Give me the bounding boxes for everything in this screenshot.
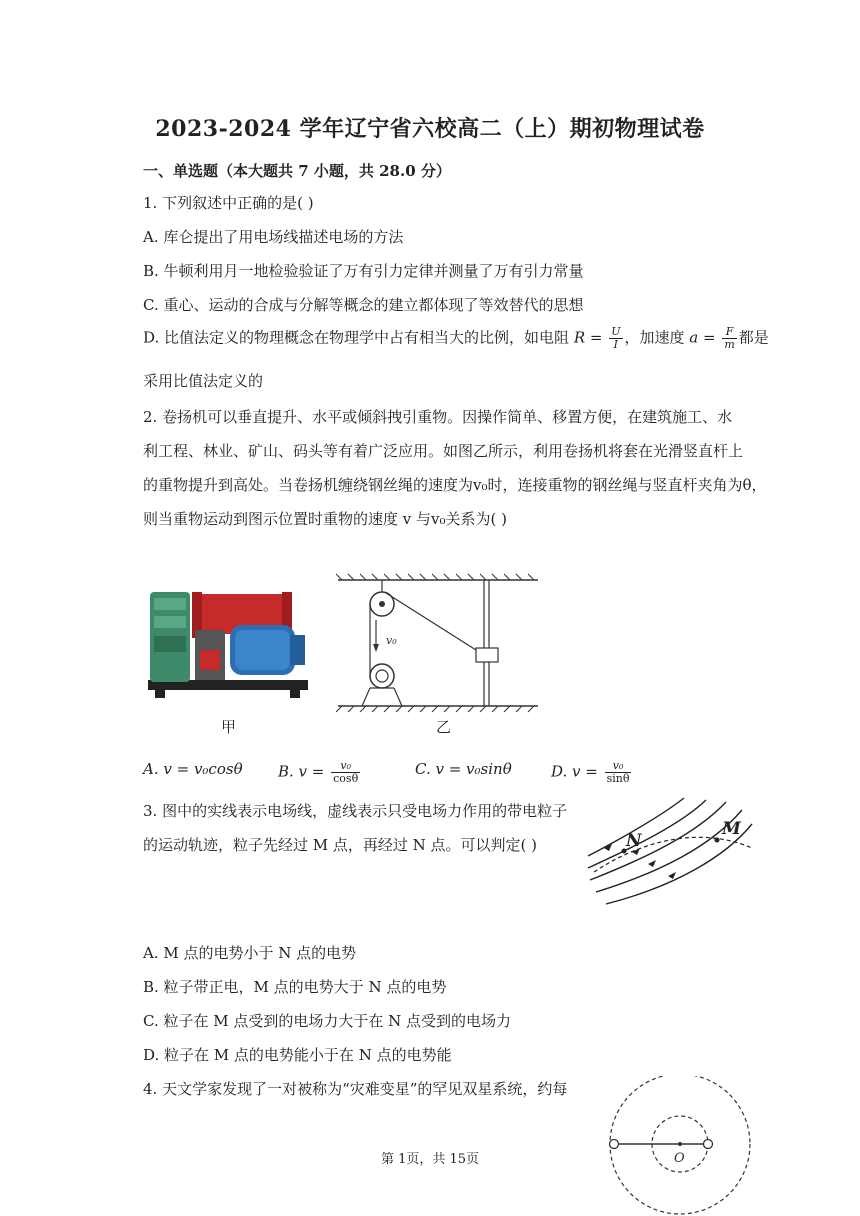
fraction-numerator: U: [611, 325, 621, 338]
question-2-option-a: A. v = v₀cosθ: [143, 760, 243, 778]
question-1-option-d: [143, 326, 769, 351]
option-d-text-2: ，加速度: [624, 328, 690, 347]
question-1-option-c: C. 重心、运动的合成与分解等概念的建立都体现了等效替代的思想: [143, 296, 584, 314]
question-3-line-1: 3. 图中的实线表示电场线，虚线表示只受电场力作用的带电粒子: [143, 802, 568, 820]
fraction-denominator: sinθ: [606, 772, 630, 785]
fraction-numerator: v₀: [605, 760, 632, 773]
pulley-diagram: [332, 572, 544, 714]
question-3-option-d: D. 粒子在 M 点的电势能小于在 N 点的电势能: [143, 1046, 452, 1064]
question-3-option-c: C. 粒子在 M 点受到的电场力大于在 N 点受到的电场力: [143, 1012, 512, 1030]
figure-label-jia: 甲: [221, 718, 237, 736]
point-m-label: M: [722, 819, 741, 839]
acceleration-formula: a =: [689, 328, 721, 347]
fraction-numerator: v₀: [331, 760, 360, 773]
resistance-formula: R =: [573, 328, 608, 347]
fraction-f-over-m: [722, 326, 736, 351]
option-d-text-3: 都是: [738, 328, 769, 347]
question-2-option-c: C. v = v₀sinθ: [415, 760, 512, 778]
question-2-option-b: [278, 760, 362, 785]
fraction-v0-over-sin: [605, 760, 632, 785]
question-2-line-3: 的重物提升到高处。当卷扬机缠绕钢丝绳的速度为v₀时，连接重物的钢丝绳与竖直杆夹角为θ，: [143, 476, 767, 494]
fraction-denominator: cosθ: [333, 772, 359, 785]
option-b-prefix: B. v =: [278, 762, 330, 781]
question-1-option-a: A. 库仑提出了用电场线描述电场的方法: [143, 228, 404, 246]
question-3-line-2: 的运动轨迹，粒子先经过 M 点，再经过 N 点。可以判定( ): [143, 836, 538, 854]
option-d-text-1: D. 比值法定义的物理概念在物理学中占有相当大的比例，如电阻: [143, 328, 574, 347]
question-2-line-1: 2. 卷扬机可以垂直提升、水平或倾斜拽引重物。因操作简单、移置方便，在建筑施工、水: [143, 408, 733, 426]
question-2-line-4: 则当重物运动到图示位置时重物的速度 v 与v₀关系为( ): [143, 510, 507, 528]
fraction-denominator: m: [724, 338, 735, 351]
section-heading: 一、单选题（本大题共 7 小题，共 28.0 分）: [143, 162, 451, 180]
question-2-line-2: 利工程、林业、矿山、码头等有着广泛应用。如图乙所示，利用卷扬机将套在光滑竖直杆上: [143, 442, 744, 460]
electric-field-diagram: [586, 796, 754, 908]
fraction-v0-over-cos: [331, 760, 360, 785]
fraction-numerator: F: [722, 326, 736, 339]
option-d-prefix: D. v =: [551, 762, 603, 781]
center-o-label: O: [674, 1151, 685, 1166]
page-title: 2023-2024 学年辽宁省六校高二（上）期初物理试卷: [155, 116, 705, 142]
question-1-option-d-cont: 采用比值法定义的: [143, 372, 264, 390]
question-1-stem: 1. 下列叙述中正确的是( ): [143, 194, 314, 212]
binary-star-orbit-diagram: [604, 1076, 760, 1216]
question-3-option-b: B. 粒子带正电，M 点的电势大于 N 点的电势: [143, 978, 447, 996]
velocity-label: v₀: [386, 634, 397, 647]
question-4-line-1: 4. 天文学家发现了一对被称为“灾难变星”的罕见双星系统，约每: [143, 1080, 568, 1098]
fraction-u-over-i: [609, 326, 622, 351]
page-footer: 第 1页，共 15页: [380, 1152, 480, 1167]
point-n-label: N: [626, 831, 642, 851]
winch-machine-image: [140, 580, 320, 710]
question-1-option-b: B. 牛顿利用月一地检验验证了万有引力定律并测量了万有引力常量: [143, 262, 584, 280]
question-2-option-d: [551, 760, 633, 785]
question-3-option-a: A. M 点的电势小于 N 点的电势: [143, 944, 357, 962]
fraction-denominator: I: [613, 338, 619, 351]
figure-label-yi: 乙: [436, 718, 452, 736]
